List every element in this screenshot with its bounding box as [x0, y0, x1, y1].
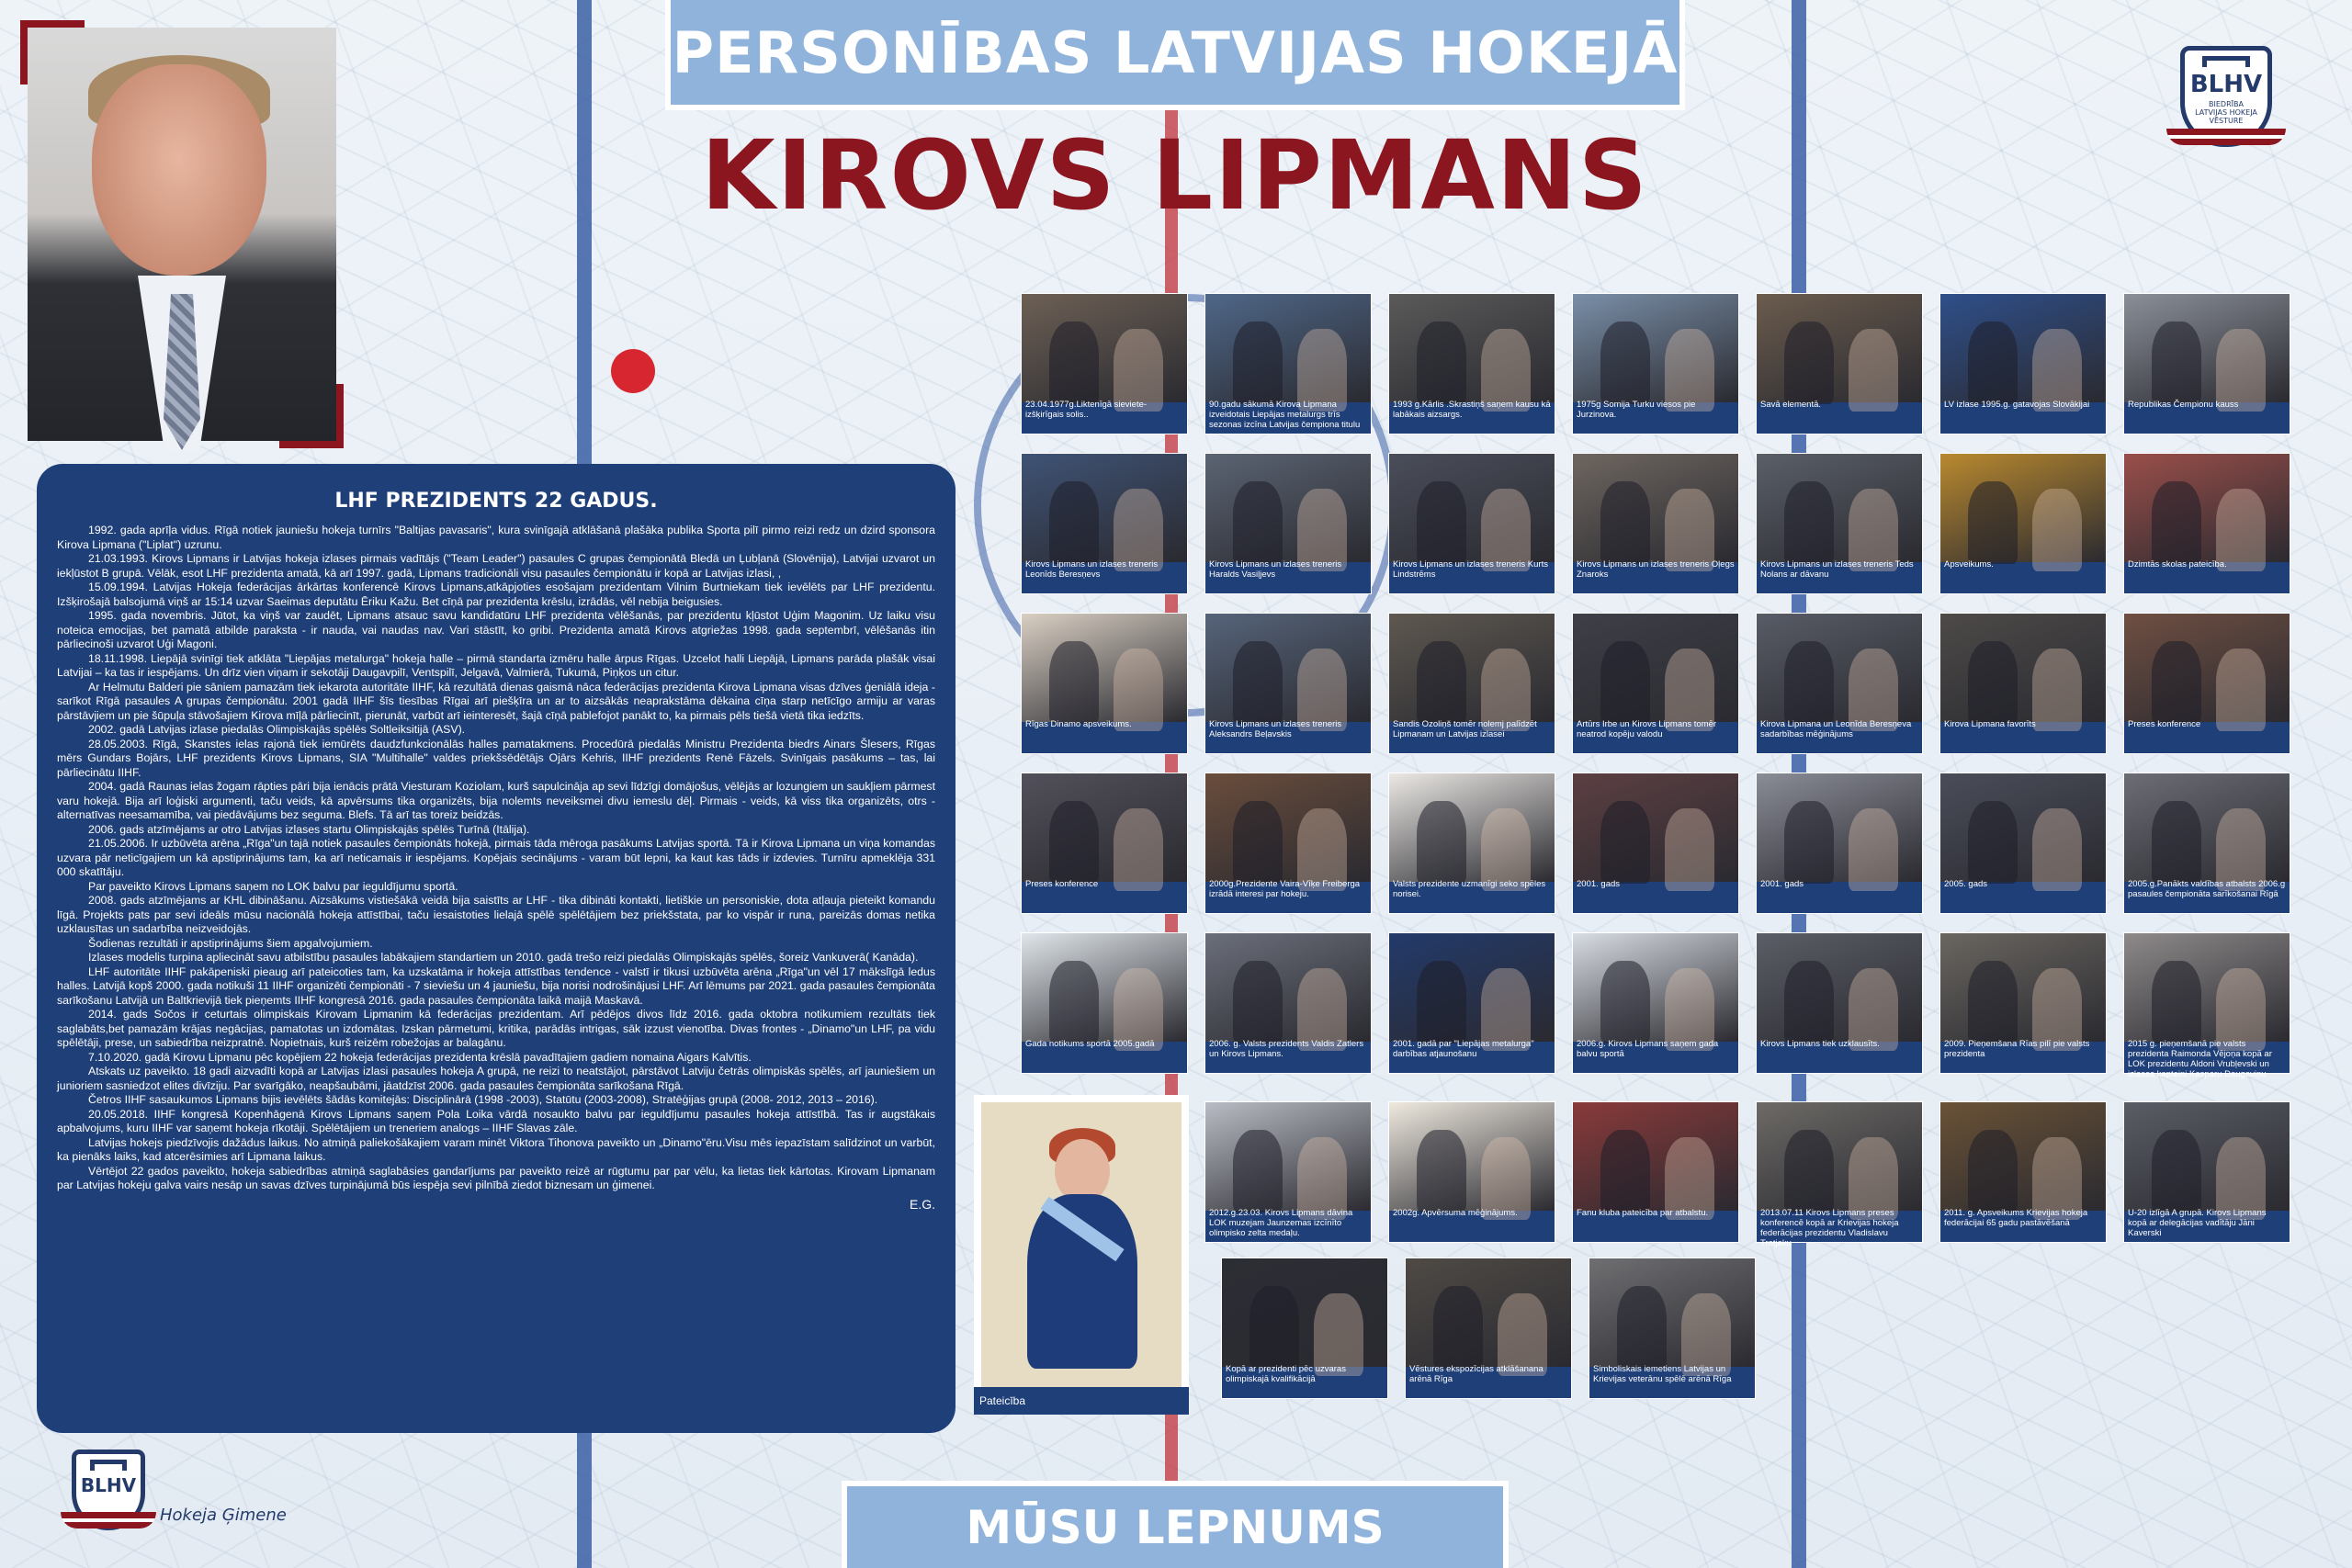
photo-image	[1589, 1258, 1755, 1367]
photo-card	[1205, 1102, 1371, 1242]
photo-caption: Artūrs Irbe un Kirovs Lipmans tomēr neatrod kopēju valodu	[1577, 719, 1717, 739]
photo-caption: 2000g.Prezidente Vaira-Vīķe Freiberga izrādā interesi par hokeju.	[1209, 879, 1361, 899]
photo-image	[1389, 1102, 1555, 1211]
photo-image	[1205, 294, 1371, 402]
photo-caption: Kirovs Lipmans un izlases treneris Oļegs Znaroks	[1577, 559, 1735, 580]
photo-card	[1940, 294, 2106, 434]
photo-caption: 2011. g. Apsveikums Krievijas hokeja federācijai 65 gadu pastāvēšanā	[1944, 1208, 2088, 1228]
photo-card	[1589, 1258, 1755, 1398]
photo-image	[1205, 933, 1371, 1042]
photo-caption: Simboliskais iemetiens Latvijas un Krievijas veterānu spēlē arēnā Rīga	[1593, 1364, 1732, 1384]
portrait-face	[92, 64, 266, 276]
photo-caption: Kirovs Lipmans un izlases treneris Kurts Lindstrēms	[1393, 559, 1548, 580]
framed-photo-caption: Pateicība	[974, 1387, 1189, 1415]
photo-caption: 2002g. Apvērsuma mēģinājums.	[1393, 1208, 1518, 1218]
photo-image	[1573, 294, 1738, 402]
photo-card	[1757, 1102, 1922, 1248]
panel-paragraph: 21.05.2006. Ir uzbūvēta arēna „Rīga"un tajā notiek pasaules čempionāts hokejā, pirmais tāda mēroga pasākums Latvijas sportā. Tā ir Kirova Lipmana un viņa komandas uzvara pār neticīgajiem un kā apstiprinājums tam, ka arī neticamais ir iespējams. Kopējais secinājums - varam būt lepni, ka kaut kas tāds ir izdevies. Turnīru apmeklēja 331 000 skatītāju.	[57, 837, 935, 878]
photo-card	[1940, 614, 2106, 753]
photo-image	[1940, 933, 2106, 1042]
photo-figure	[1784, 321, 1834, 404]
photo-caption: Rīgas Dinamo apsveikums.	[1025, 719, 1132, 729]
photo-caption: U-20 izlīgā A grupā. Kirovs Lipmans kopā ar delegācijas vadītāju Jāni Kaverski	[2128, 1208, 2267, 1238]
photo-image	[2124, 454, 2290, 562]
logo-abbr: BLHV	[2189, 71, 2263, 98]
panel-body	[57, 524, 935, 1193]
photo-card	[1389, 1102, 1555, 1242]
photo-card	[1573, 933, 1738, 1073]
photo-figure	[1784, 481, 1834, 564]
photo-card	[1406, 1258, 1571, 1398]
photo-caption: Fanu kluba pateicība par atbalstu.	[1577, 1208, 1709, 1218]
photo-card	[1573, 773, 1738, 913]
photo-figure	[1417, 801, 1466, 884]
photo-image	[1389, 773, 1555, 882]
photo-figure	[1417, 481, 1466, 564]
photo-image	[1757, 773, 1922, 882]
photo-card	[2124, 773, 2290, 913]
photo-image	[1022, 614, 1187, 722]
photo-caption: 2001. gadā par "Liepājas metalurga" darbības atjaunošanu	[1393, 1039, 1534, 1059]
photo-caption: 2009. Pieņemšana Rīas pilī pie valsts prezidenta	[1944, 1039, 2090, 1059]
photo-figure	[1049, 481, 1099, 564]
photo-image	[1389, 933, 1555, 1042]
portrait-photo	[28, 28, 336, 441]
photo-image	[1205, 1102, 1371, 1211]
photo-caption: Valsts prezidente uzmanīgi seko spēles norisei.	[1393, 879, 1546, 899]
photo-figure	[1417, 641, 1466, 724]
blhv-logo-top	[2166, 46, 2286, 145]
photo-figure	[2152, 481, 2201, 564]
photo-figure	[1233, 321, 1283, 404]
panel-paragraph: Par paveikto Kirovs Lipmans saņem no LOK balvu par ieguldījumu sportā.	[88, 879, 458, 893]
photo-card	[2124, 614, 2290, 753]
photo-figure	[1250, 1286, 1299, 1369]
photo-caption: Kirovs Lipmans tiek uzklausīts.	[1760, 1039, 1880, 1049]
photo-figure	[1617, 1286, 1667, 1369]
photo-figure	[1417, 1130, 1466, 1213]
photo-figure	[1049, 961, 1099, 1043]
panel-paragraph: 7.10.2020. gadā Kirovu Lipmanu pēc kopējiem 22 hokeja federācijas prezidenta krēslā pavadītajiem gadiem nomaina Aigars Kalvītis.	[88, 1050, 752, 1064]
photo-card	[1022, 454, 1187, 593]
photo-card	[1205, 614, 1371, 753]
photo-caption: 2001. gads	[1760, 879, 1804, 889]
photo-image	[2124, 614, 2290, 722]
photo-caption: 2012.g.23.03. Kirovs Lipmans dāvina LOK muzejam Jaunzemas izcīnīto olimpisko zelta medaļu.	[1209, 1208, 1353, 1238]
photo-card	[1757, 933, 1922, 1073]
photo-caption: 2013.07.11 Kirovs Lipmans preses konferencē kopā ar Krievijas hokeja federācijas prezidentu Vladislavu Tretjaku	[1760, 1208, 1899, 1248]
photo-image	[1573, 454, 1738, 562]
photo-card	[1205, 454, 1371, 593]
panel-paragraph: 2004. gadā Raunas ielas žogam rāpties pāri bija ienācis prātā Viesturam Koziolam, kurš sapulcināja ap sevi līdzīgi domājošus, vēlējās ar lozungiem un saukļiem pārmest varu hokejā. Bija arī loģiski argumenti, taču veids, kā apvērsums tika organizēts, bija nolemts neveiksmei divu iemeslu dēļ. Pirmais - veids, kā viss tika organizēts, otrs - alternatīvas neesamamība, vai piedāvājums bez seguma. Blefs. Tā arī tas toreiz beidzās.	[57, 780, 935, 821]
logo-family-text: Hokeja Ģimene	[160, 1506, 287, 1525]
photo-card	[1573, 614, 1738, 753]
photo-caption: Preses konference	[1025, 879, 1099, 889]
panel-paragraph: Četros IIHF sasaukumos Lipmans bijis ievēlēts šādās komitejās: Disciplinārā (1998 -2003), Statūtu (2003-2008), Stratēģijas grupā (2008- 2012, 2013 – 2016).	[88, 1093, 878, 1106]
panel-paragraph: Atskats uz paveikto. 18 gadi aizvadīti kopā ar Latvijas izlasi pasaules hokeja A grupā, ne reizi to neatstājot, pārstāvot Latviju četrās olimpiskās spēlēs, arī jauniešiem un junioriem sasniedzot elites divīziju. Par svarīgāko, neapšaubāmi, jāatdzīst 2006. gada pasaules čempionāta sarīkošana Rīgā.	[57, 1065, 935, 1092]
panel-paragraph: Šodienas rezultāti ir apstiprinājums šiem apgalvojumiem.	[88, 936, 373, 950]
photo-image	[1205, 614, 1371, 722]
crown-icon	[2202, 56, 2250, 67]
photo-image	[1940, 294, 2106, 402]
photo-image	[1205, 773, 1371, 882]
photo-image	[2124, 294, 2290, 402]
photo-card	[1022, 773, 1187, 913]
photo-figure	[1233, 481, 1283, 564]
footer-banner	[842, 1481, 1509, 1568]
photo-figure	[1784, 641, 1834, 724]
panel-paragraph: 21.03.1993. Kirovs Lipmans ir Latvijas hokeja izlases pirmais vadītājs ("Team Leader") pasaules C grupas čempionātā Bledā un Ļubļanā (Slovēnija), Latvijai uzvarot un iekļūstot B grupā. Vēlāk, esot LHF prezidenta amatā, kā arī 1997. gadā, Lipmans tradicionāli visu pasaules čempionātu ir kopā ar Latvijas izlasi, ,	[57, 552, 935, 580]
photo-caption: Savā elementā.	[1760, 400, 1822, 410]
photo-caption: Kirovs Lipmans un izlases treneris Leonīds Beresņevs	[1025, 559, 1159, 580]
photo-figure	[2152, 801, 2201, 884]
photo-caption: 90.gadu sākumā Kirova Lipmana izveidotais Liepājas metalurgs trīs sezonas izcīna Latvijas čempiona titulu	[1209, 400, 1361, 430]
photo-caption: Kirova Lipmana un Leonīda Beresņeva sadarbības mēģinājums	[1760, 719, 1912, 739]
photo-card	[1757, 454, 1922, 593]
photo-figure	[1049, 641, 1099, 724]
photo-image	[1940, 773, 2106, 882]
photo-caption: Vēstures ekspozīcijas atklāšanana arēnā Rīga	[1409, 1364, 1544, 1384]
biography-panel	[37, 464, 956, 1433]
photo-card	[2124, 1102, 2290, 1242]
photo-caption: 2001. gads	[1577, 879, 1621, 889]
photo-card	[1222, 1258, 1387, 1398]
blhv-logo-bottom	[61, 1450, 287, 1529]
photo-image	[1940, 614, 2106, 722]
photo-image	[1573, 614, 1738, 722]
photo-caption: 2006. g. Valsts prezidents Valdis Zatlers un Kirovs Lipmans.	[1209, 1039, 1364, 1059]
photo-image	[1757, 1102, 1922, 1211]
panel-paragraph: Latvijas hokejs piedzīvojis dažādus laikus. No atmiņā paliekošākajiem varam minēt Viktora Tihonova paveikto un „Dinamo"ēru.Visu mēs iepazīstam salīdzinot un varbūt, ka pienāks laiks, kad atcerēsimies arī Lipmana laikus.	[57, 1135, 935, 1163]
photo-figure	[1784, 801, 1834, 884]
panel-paragraph: 15.09.1994. Latvijas Hokeja federācijas ārkārtas konferencē Kirovs Lipmans,atkāpjoties esošajam prezidentam Vilnim Burtniekam tiek ievēlēts par LHF prezidentu. Izšķirošajā balsojumā viņš ar 15:14 uzvar Saeimas deputātu Ēriku Kažu. Bet cīņā par prezidenta krēslu, izrādās, vēl nebija beigusies.	[57, 581, 935, 608]
photo-image	[1940, 1102, 2106, 1211]
panel-paragraph: Ar Helmutu Balderi pie sāniem pamazām tiek iekarota autoritāte IIHF, kā rezultātā dienas gaismā nāca federācijas prezidenta Kirova Lipmana visas dzīves ģeniālā ideja - sarīkot Rīgā pasaules A grupas čempionātu. 2001 gadā IIHF šīs tiesības Rīgai arī piešķīra un ar to aizsākās neaprakstāma dēkaina cīņa starp netīcīgo armiju ar varas pārstāvjiem un pie šūpuļa stāvošajiem Kirova mīļā pārliecinīt, pierunāt, varbūt arī ieinteresēt, šajā cīņā pablefojot panākt to, ka pirmais pēls tiešā vietā tika iedzīts.	[57, 680, 935, 722]
photo-image	[2124, 773, 2290, 882]
photo-image	[1389, 454, 1555, 562]
photo-card	[1022, 294, 1187, 434]
photo-caption: Dzimtās skolas pateicība.	[2128, 559, 2227, 570]
photo-figure	[1784, 1130, 1834, 1213]
photo-caption: Kirovs Lipmans un izlases treneris Teds Nolans ar dāvanu	[1760, 559, 1914, 580]
photo-figure	[1600, 641, 1650, 724]
photo-figure	[2152, 641, 2201, 724]
panel-paragraph: Izlases modelis turpina apliecināt savu atbilstību pasaules labākajiem standartiem un 2010. gadā trešo reizi piedalās Olimpiskajās spēlēs, šoreiz Vankuverā( Kanāda).	[88, 951, 919, 964]
panel-paragraph: Vērtējot 22 gados paveikto, hokeja sabiedrības atmiņā saglabāsies gandarījums par paveikto reizē ar rūgtumu par par vēlu, ka lietas tiek kārtotas. Kirovam Lipmanam par Latvijas hokeju galva vairs nesāp un savas dzīves turpinājumā būs iespēja sevi pilnībā ziedot biznesam un ģimenei.	[57, 1164, 935, 1191]
photo-card	[1389, 933, 1555, 1073]
photo-card	[1940, 933, 2106, 1073]
photo-figure	[1233, 961, 1283, 1043]
footer-title: MŪSU LEPNUMS	[966, 1500, 1385, 1554]
photo-image	[1573, 933, 1738, 1042]
framed-portrait-photo	[974, 1095, 1189, 1402]
logo-ribbon	[2166, 129, 2286, 145]
photo-image	[1389, 614, 1555, 722]
photo-figure	[1049, 801, 1099, 884]
photo-figure	[1600, 1130, 1650, 1213]
photo-figure	[1049, 321, 1099, 404]
photo-card	[1940, 1102, 2106, 1242]
photo-card	[2124, 454, 2290, 593]
photo-figure	[1968, 801, 2018, 884]
photo-card	[1389, 454, 1555, 593]
logo-subtitle: BIEDRĪBA LATVIJAS HOKEJA VĒSTURE	[2195, 100, 2257, 125]
photo-card	[2124, 933, 2290, 1079]
photo-figure	[1784, 961, 1834, 1043]
photo-caption: 23.04.1977g.Liktenīgā sieviete- izšķirīgais solis..	[1025, 400, 1148, 420]
photo-caption: Republikas Čempionu kauss	[2128, 400, 2239, 410]
photo-caption: Kirovs Lipmans un izlases treneris Haralds Vasiļjevs	[1209, 559, 1342, 580]
photo-card	[1022, 614, 1187, 753]
photo-caption: Kopā ar prezidenti pēc uzvaras olimpiskajā kvalifikācijā	[1226, 1364, 1346, 1384]
photo-image	[1940, 454, 2106, 562]
panel-paragraph: 2002. gadā Latvijas izlase piedalās Olimpiskajās spēlēs Soltleiksitijā (ASV).	[88, 723, 466, 736]
photo-image	[1022, 773, 1187, 882]
panel-paragraph: 18.11.1998. Liepājā svinīgi tiek atklāta "Liepājas metalurga" hokeja halle – pirmā standarta izmēru halle ārpus Rīgas. Uzcelot halli Liepājā, Lipmans parāda plašāk visai Latvijai – ka tas ir iespējams. Un drīz vien viņam ir sekotāji Daugavpilī, Ventspilī, Jelgavā, Valmierā, Tukumā, Piņķos un citur.	[57, 651, 935, 679]
photo-image	[1757, 933, 1922, 1042]
photo-image	[1757, 454, 1922, 562]
crown-icon	[90, 1460, 127, 1471]
photo-card	[1940, 454, 2106, 593]
photo-figure	[2152, 321, 2201, 404]
photo-card	[1205, 294, 1371, 434]
photo-figure	[1233, 641, 1283, 724]
photo-card	[1389, 773, 1555, 913]
photo-caption: Kirova Lipmana favorīts	[1944, 719, 2036, 729]
photo-caption: 2006.g. Kirovs Lipmans saņem gada balvu sportā	[1577, 1039, 1719, 1059]
photo-figure	[1968, 1130, 2018, 1213]
photo-card	[1205, 933, 1371, 1073]
photo-figure	[1433, 1286, 1483, 1369]
photo-image	[1205, 454, 1371, 562]
photo-card	[1205, 773, 1371, 913]
photo-image	[2124, 1102, 2290, 1211]
photo-figure	[1600, 321, 1650, 404]
photo-figure	[1968, 481, 2018, 564]
logo-ribbon-bottom	[61, 1512, 156, 1529]
photo-caption: Kirovs Lipmans un izlases treneris Aleksandrs Beļavskis	[1209, 719, 1342, 739]
photo-card	[2124, 294, 2290, 434]
photo-figure	[1417, 321, 1466, 404]
photo-image	[1757, 294, 1922, 402]
photo-image	[1757, 614, 1922, 722]
title-banner	[665, 0, 1685, 110]
photo-caption: 1993 g.Kārlis .Skrastiņš saņem kausu kā labākais aizsargs.	[1393, 400, 1551, 420]
photo-image	[1022, 294, 1187, 402]
photo-figure	[1600, 961, 1650, 1043]
photo-card	[1573, 294, 1738, 434]
photo-card	[1389, 614, 1555, 753]
photo-image	[1022, 454, 1187, 562]
photo-image	[1573, 773, 1738, 882]
photo-image	[1573, 1102, 1738, 1211]
photo-image	[1389, 294, 1555, 402]
panel-paragraph: 2008. gads atzīmējams ar KHL dibināšanu. Aizsākums vistiešākā veidā bija saistīts ar LHF - tika dibināti kontakti, lietiškie un personiskie, dota atļauja pieteikt komandu līgā. Projekts pats par sevi ideāls mūsu nacionālā hokeja attīstībai, taču iesaistoties lielajā spēlē spēlētājiem bez priekšstata, par ko vispār ir runa, pareizās domas netika uzklausītas un sadarbība neizveidojās.	[57, 894, 935, 935]
photo-card	[1940, 773, 2106, 913]
photo-figure	[1968, 321, 2018, 404]
photo-figure	[1600, 801, 1650, 884]
photo-card	[1757, 294, 1922, 434]
portrait-corner-br	[279, 384, 344, 448]
panel-paragraph: LHF autoritāte IIHF pakāpeniski pieaug arī pateicoties tam, ka uzskatāma ir hokeja attīstības tendence - valstī ir tikusi uzbūvēta arēna „Rīga"un vēl 17 mākslīgā ledus halles. Latvijā kopš 2000. gada notikuši 11 IIHF organizēti čempionāti - 7 sieviešu un 4 jauniešu, bija norisi nodrošinājusi LHF. Arī lēmums par 2021. gada pasaules čempionāta sarīkošanu Latvijā un Baltkrievijā tiek pieņemts IIHF kongresā 2016. gada pasaules čempionāta laikā maijā Maskavā.	[57, 964, 935, 1007]
photo-figure	[1600, 481, 1650, 564]
photo-card	[1573, 1102, 1738, 1242]
panel-paragraph: 1995. gada novembris. Jūtot, ka viņš var zaudēt, Lipmans atsauc savu kandidatūru LHF prezidenta vēlēšanās, par prezidentu kļūstot Uģim Magonim. Uz laiku visu noteica emocijas, bet pamatā atbilde paraksta - ir nauda, vai naudas nav. Vari stāstīt, ko gribi. Prezidenta amatā Kirovs atgriežas 1998. gada septembrī, vēlēšanās itin pārliecinoši uzvarot Uģi Magoni.	[57, 609, 935, 650]
photo-image	[1022, 933, 1187, 1042]
photo-caption: 1975g Somija Turku viesos pie Jurzinova.	[1577, 400, 1696, 420]
panel-title: LHF PREZIDENTS 22 GADUS.	[334, 490, 658, 513]
photo-caption: Apsveikums.	[1944, 559, 1994, 570]
photo-caption: 2005.g.Panākts valdības atbalsts 2006.g pasaules čempionāta sarīkošanai Rīgā	[2128, 879, 2286, 899]
panel-paragraph: 28.05.2003. Rīgā, Skanstes ielas rajonā tiek iemūrēts daudzfunkcionālās halles pamatakmens. Procedūrā piedalās Ministru Prezidenta biedrs Ainars Šlesers, Rīgas mērs Gundars Bojārs, LHF prezidents Kirovs Lipmans, SIA "Multihalle" valdes priekšsēdētājs Ojārs Kehris, IIHF prezidents Renē Fāzels. Svinīgais pasākums – tas, lai pārliecinātu IIHF.	[57, 737, 935, 779]
panel-paragraph: 20.05.2018. IIHF kongresā Kopenhāgenā Kirovs Lipmans saņem Pola Loika vārdā nosaukto balvu par ieguldījumu pasaules hokeja attīstībā. Tas ir augstākais apbalvojums, kuru IIHF var saņemt hokeja rīkotāji. Spēlētājiem un treneriem analogs – IIHF Slavas zāle.	[57, 1107, 935, 1134]
photo-card	[1022, 933, 1187, 1073]
rink-faceoff-dot	[611, 349, 655, 393]
photo-figure	[2152, 961, 2201, 1043]
photo-caption: Preses konference	[2128, 719, 2201, 729]
person-name: KIROVS LIPMANS	[701, 119, 1649, 231]
photo-caption: 2005. gads	[1944, 879, 1988, 889]
photo-image	[1222, 1258, 1387, 1367]
photo-card	[1757, 614, 1922, 753]
photo-figure	[1233, 1130, 1283, 1213]
panel-paragraph: 2006. gads atzīmējams ar otro Latvijas izlases startu Olimpiskajās spēlēs Turīnā (Itālija).	[88, 822, 530, 836]
photo-card	[1757, 773, 1922, 913]
photo-image	[1406, 1258, 1571, 1367]
photo-caption: 2015 g. pieņemšanā pie valsts prezidenta Raimonda Vējoņa kopā ar LOK prezidentu Aldoni Vrubļevski un izlases kapteini Kasparu Daugaviņu	[2128, 1039, 2272, 1079]
photo-figure	[1968, 641, 2018, 724]
photo-figure	[1417, 961, 1466, 1043]
portrait-corner-tl	[20, 20, 85, 85]
panel-paragraph: 2014. gads Sočos ir ceturtais olimpiskais Kirovam Lipmanim kā federācijas prezidentam. Arī pēdējos divos līdz 2016. gada oktobra notikumiem rezultāts tiek saglabāts,bet pamazām krājas negācijas, pamatotas un izdomātas. Izskan pārmetumi, kritika, parādās intrigas, sāk izzust vienotība. Divas frontes - „Dinamo"un LHF, pa vidu spēlētāji, prese, un sabiedrība neizpratnē. Nopietnais, kurš reizēm robežojas ar balagānu.	[57, 1008, 935, 1049]
photo-figure	[1968, 961, 2018, 1043]
photo-figure	[2152, 1130, 2201, 1213]
photo-figure	[1233, 801, 1283, 884]
photo-caption: Gada notikums sportā 2005.gadā	[1025, 1039, 1155, 1049]
logo-abbr-bottom: BLHV	[80, 1474, 137, 1496]
photo-card	[1573, 454, 1738, 593]
photo-card	[1389, 294, 1555, 434]
photo-image	[2124, 933, 2290, 1042]
panel-signature: E.G.	[909, 1196, 935, 1212]
banner-title: PERSONĪBAS LATVIJAS HOKEJĀ	[672, 18, 1679, 86]
photo-caption: Sandis Ozoliņš tomēr nolemj palīdzēt Lipmanam un Latvijas izlasei	[1393, 719, 1537, 739]
panel-paragraph: 1992. gada aprīļa vidus. Rīgā notiek jauniešu hokeja turnīrs "Baltijas pavasaris", kura svinīgajā atklāšanā plašāka publika Sporta pilī pirmo reizi redz un dzird sponsora Kirova Lipmana ("Liplat") uzrunu.	[57, 524, 935, 551]
photo-caption: LV izlase 1995.g. gatavojas Slovākijai	[1944, 400, 2090, 410]
